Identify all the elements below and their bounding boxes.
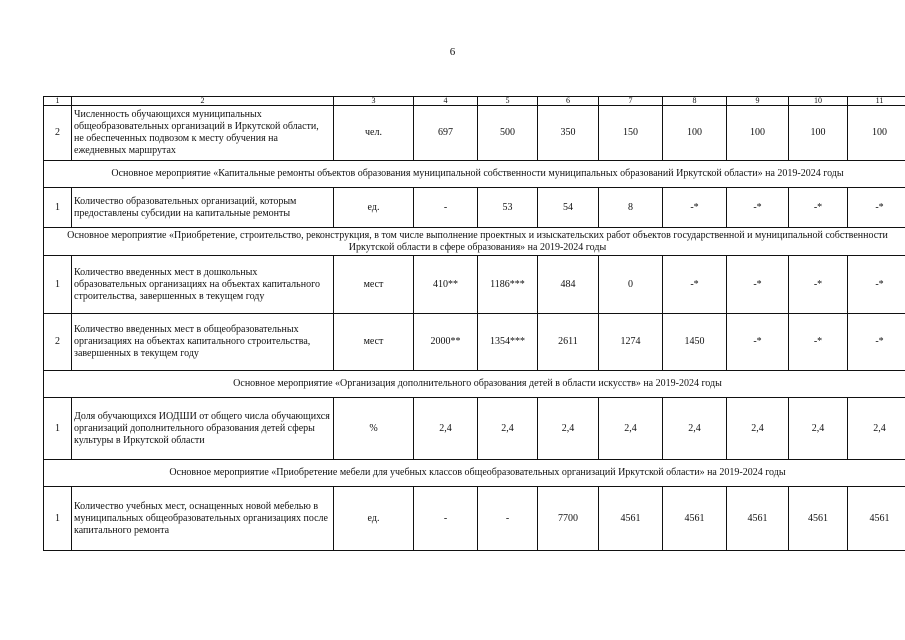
row-number: 1 (44, 188, 72, 228)
section-title: Основное мероприятие «Приобретение, строительство, реконструкция, в том числе выполнение проектных и изыскательских работ объектов государственной и муниципальной собственности Иркутской области в сфере образования» на 2019-2024 годы (44, 228, 905, 256)
indicator-name: Количество введенных мест в общеобразовательных организациях на объектах капитального строительства, завершенных в текущем году (72, 314, 334, 371)
value-2019: 2,4 (478, 398, 538, 460)
value-2023: -* (727, 314, 789, 371)
unit: ед. (334, 188, 414, 228)
value-2020: 2,4 (538, 398, 599, 460)
indicator-name: Количество учебных мест, оснащенных новой мебелью в муниципальных общеобразовательных организациях после капитального ремонта (72, 487, 334, 551)
value-2019: 1354*** (478, 314, 538, 371)
table-row (44, 487, 905, 551)
value-2020: 484 (538, 256, 599, 314)
value-2020: 2611 (538, 314, 599, 371)
section-title: Основное мероприятие «Капитальные ремонты объектов образования муниципальной собственности муниципальных образований Иркутской области» на 2019-2024 годы (44, 161, 905, 188)
column-number: 10 (789, 97, 848, 106)
column-number: 11 (848, 97, 905, 106)
value-2018: 2000** (414, 314, 478, 371)
value-2023: -* (727, 188, 789, 228)
unit: чел. (334, 106, 414, 161)
value-2022: 1450 (663, 314, 727, 371)
column-number: 2 (72, 97, 334, 106)
section-row (44, 228, 905, 256)
table-row (44, 188, 905, 228)
value-2018: 2,4 (414, 398, 478, 460)
value-2019: - (478, 487, 538, 551)
row-number: 1 (44, 487, 72, 551)
unit: % (334, 398, 414, 460)
value-2022: 100 (663, 106, 727, 161)
value-2019: 500 (478, 106, 538, 161)
value-2023: 4561 (727, 487, 789, 551)
column-number: 7 (599, 97, 663, 106)
section-title: Основное мероприятие «Организация дополнительного образования детей в области искусств» на 2019-2024 годы (44, 371, 905, 398)
column-number: 8 (663, 97, 727, 106)
row-number: 1 (44, 256, 72, 314)
column-number: 6 (538, 97, 599, 106)
value-2024: -* (789, 314, 848, 371)
unit: мест (334, 314, 414, 371)
value-2019: 53 (478, 188, 538, 228)
indicator-name: Количество введенных мест в дошкольных образовательных организациях на объектах капитального строительства, завершенных в текущем году (72, 256, 334, 314)
value-2018: 697 (414, 106, 478, 161)
table-row (44, 106, 905, 161)
value-2024: 2,4 (789, 398, 848, 460)
value-2022: -* (663, 188, 727, 228)
value-2018: - (414, 188, 478, 228)
value-2024: 100 (789, 106, 848, 161)
value-2025: 2,4 (848, 398, 905, 460)
value-2021: 8 (599, 188, 663, 228)
table-row (44, 398, 905, 460)
indicator-name: Численность обучающихся муниципальных общеобразовательных организаций в Иркутской области, не обеспеченных подвозом к месту обучения на ежедневных маршрутах (72, 106, 334, 161)
table-row (44, 314, 905, 371)
column-number: 9 (727, 97, 789, 106)
value-2024: -* (789, 256, 848, 314)
value-2023: -* (727, 256, 789, 314)
row-number: 1 (44, 398, 72, 460)
value-2018: 410** (414, 256, 478, 314)
value-2021: 0 (599, 256, 663, 314)
value-2020: 54 (538, 188, 599, 228)
value-2025: 100 (848, 106, 905, 161)
indicators-table (43, 96, 905, 551)
value-2020: 350 (538, 106, 599, 161)
value-2022: 2,4 (663, 398, 727, 460)
section-row (44, 371, 905, 398)
column-number: 3 (334, 97, 414, 106)
row-number: 2 (44, 314, 72, 371)
value-2021: 4561 (599, 487, 663, 551)
value-2024: -* (789, 188, 848, 228)
value-2022: 4561 (663, 487, 727, 551)
section-row (44, 161, 905, 188)
value-2021: 150 (599, 106, 663, 161)
unit: мест (334, 256, 414, 314)
indicator-name: Количество образовательных организаций, которым предоставлены субсидии на капитальные ремонты (72, 188, 334, 228)
value-2018: - (414, 487, 478, 551)
value-2025: -* (848, 314, 905, 371)
section-title: Основное мероприятие «Приобретение мебели для учебных классов общеобразовательных организаций Иркутской области» на 2019-2024 годы (44, 460, 905, 487)
value-2022: -* (663, 256, 727, 314)
value-2021: 2,4 (599, 398, 663, 460)
value-2023: 100 (727, 106, 789, 161)
table-row (44, 256, 905, 314)
unit: ед. (334, 487, 414, 551)
page-number: 6 (449, 46, 456, 58)
row-number: 2 (44, 106, 72, 161)
column-number: 5 (478, 97, 538, 106)
indicator-name: Доля обучающихся ИОДШИ от общего числа обучающихся организаций дополнительного образования детей сферы культуры в Иркутской области (72, 398, 334, 460)
column-number: 4 (414, 97, 478, 106)
value-2025: 4561 (848, 487, 905, 551)
value-2025: -* (848, 256, 905, 314)
value-2019: 1186*** (478, 256, 538, 314)
value-2024: 4561 (789, 487, 848, 551)
value-2021: 1274 (599, 314, 663, 371)
value-2025: -* (848, 188, 905, 228)
value-2020: 7700 (538, 487, 599, 551)
column-number: 1 (44, 97, 72, 106)
section-row (44, 460, 905, 487)
value-2023: 2,4 (727, 398, 789, 460)
column-number-row (44, 97, 905, 106)
